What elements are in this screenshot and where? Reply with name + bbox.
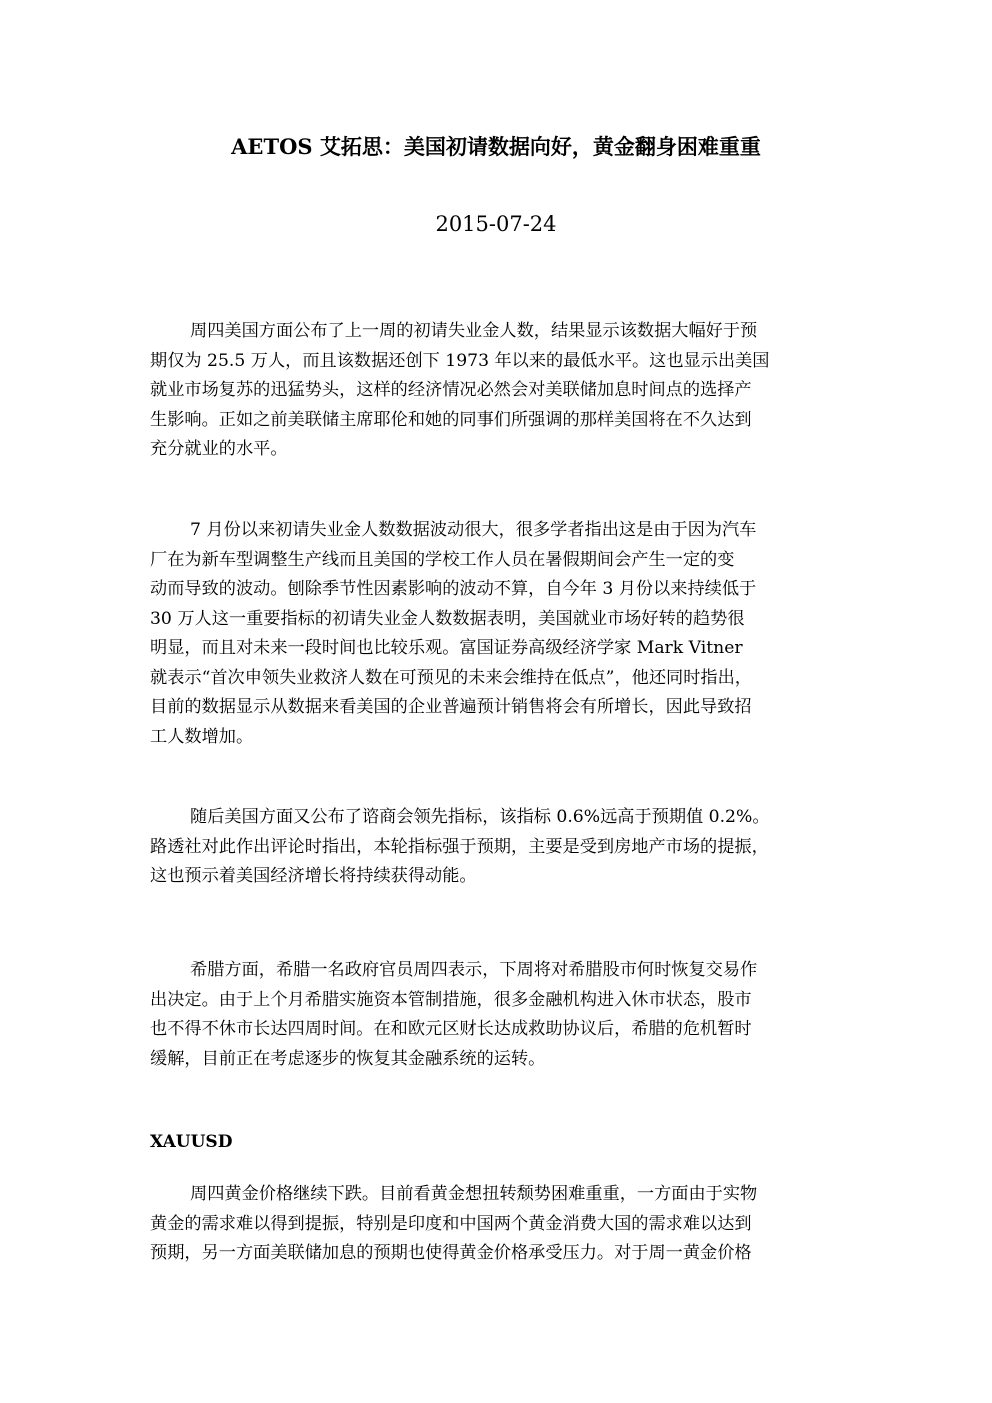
- paragraph-line: 7 月份以来初请失业金人数数据波动很大，很多学者指出这是由于因为汽车: [190, 520, 757, 540]
- paragraph-line: 明显，而且对未来一段时间也比较乐观。富国证券高级经济学家 Mark Vitner: [150, 638, 743, 658]
- paragraph-line: 生影响。正如之前美联储主席耶伦和她的同事们所强调的那样美国将在不久达到: [150, 409, 752, 430]
- paragraph-line: 30 万人这一重要指标的初请失业金人数数据表明，美国就业市场好转的趋势很: [150, 608, 745, 629]
- paragraph-line: 这也预示着美国经济增长将持续获得动能。: [150, 866, 477, 886]
- paragraph-2: [150, 516, 842, 752]
- paragraph-line: 充分就业的水平。: [150, 439, 288, 459]
- paragraph-line: 希腊方面，希腊一名政府官员周四表示，下周将对希腊股市何时恢复交易作: [190, 960, 758, 980]
- paragraph-line: 也不得不休市长达四周时间。在和欧元区财长达成救助协议后，希腊的危机暂时: [150, 1019, 752, 1039]
- paragraph-line: 期仅为 25.5 万人，而且该数据还创下 1973 年以来的最低水平。这也显示出美国: [150, 350, 770, 371]
- paragraph-line: 动而导致的波动。刨除季节性因素影响的波动不算，自今年 3 月份以来持续低于: [150, 579, 757, 599]
- section-heading-xauusd: XAUUSD: [150, 1132, 233, 1152]
- paragraph-line: 厂在为新车型调整生产线而且美国的学校工作人员在暑假期间会产生一定的变: [150, 549, 735, 570]
- paragraph-4: [150, 956, 842, 1074]
- paragraph-line: 路透社对此作出评论时指出，本轮指标强于预期，主要是受到房地产市场的提振，: [150, 836, 769, 857]
- paragraph-line: 黄金的需求难以得到提振，特别是印度和中国两个黄金消费大国的需求难以达到: [150, 1213, 752, 1234]
- paragraph-xauusd: [150, 1180, 842, 1269]
- paragraph-line: 预期，另一方面美联储加息的预期也使得黄金价格承受压力。对于周一黄金价格: [150, 1243, 752, 1263]
- paragraph-1: [150, 317, 842, 465]
- paragraph-line: 随后美国方面又公布了谘商会领先指标，该指标 0.6%远高于预期值 0.2%。: [190, 807, 770, 827]
- paragraph-line: 工人数增加。: [150, 726, 254, 747]
- paragraph-line: 目前的数据显示从数据来看美国的企业普遍预计销售将会有所增长，因此导致招: [150, 697, 752, 717]
- paragraph-line: 就业市场复苏的迅猛势头，这样的经济情况必然会对美联储加息时间点的选择产: [150, 380, 752, 400]
- paragraph-line: 缓解，目前正在考虑逐步的恢复其金融系统的运转。: [150, 1048, 546, 1069]
- paragraph-3: [150, 803, 842, 892]
- paragraph-line: 周四黄金价格继续下跌。目前看黄金想扭转颓势困难重重，一方面由于实物: [190, 1184, 758, 1204]
- document-date: 2015-07-24: [435, 212, 557, 236]
- paragraph-line: 出决定。由于上个月希腊实施资本管制措施，很多金融机构进入休市状态，股市: [150, 989, 752, 1010]
- document-title: AETOS 艾拓思：美国初请数据向好，黄金翻身困难重重: [231, 134, 761, 159]
- paragraph-line: 周四美国方面公布了上一周的初请失业金人数，结果显示该数据大幅好于预: [190, 321, 758, 341]
- paragraph-line: 就表示“首次申领失业救济人数在可预见的未来会维持在低点”，他还同时指出，: [150, 667, 752, 688]
